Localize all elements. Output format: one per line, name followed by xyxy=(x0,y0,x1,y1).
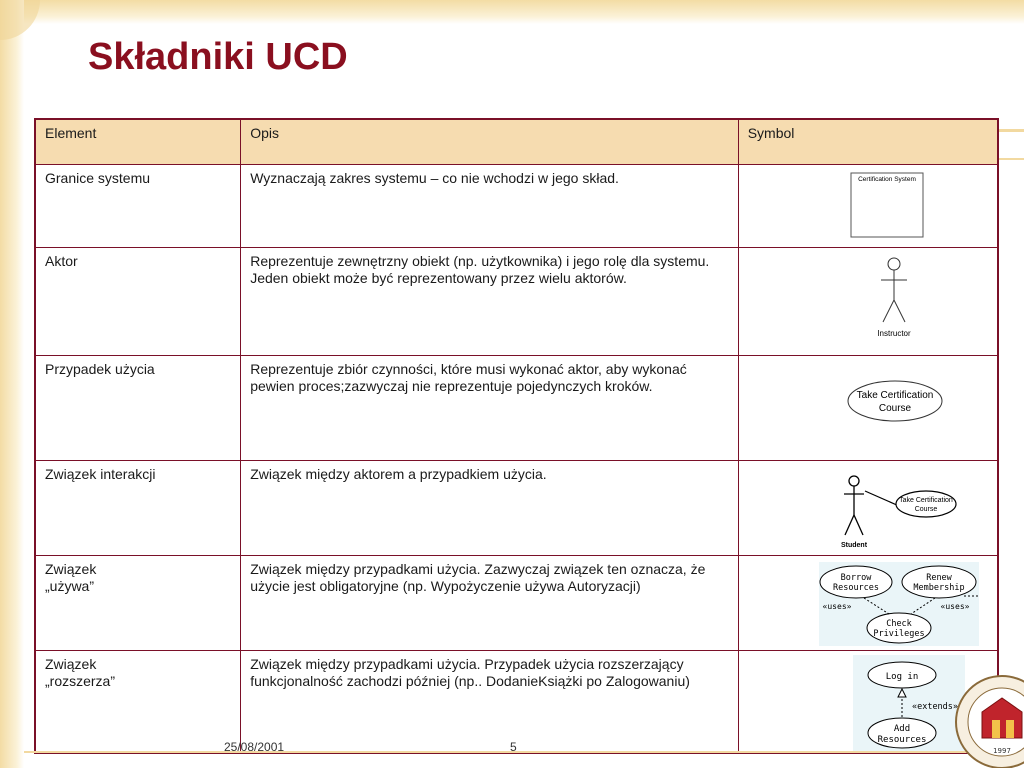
association-line xyxy=(865,491,899,506)
table-row xyxy=(35,461,998,556)
footer-date: 25/08/2001 xyxy=(224,740,285,754)
element-line2: „używa” xyxy=(45,577,95,594)
university-seal-logo xyxy=(946,668,1024,768)
check-label-line1: Check xyxy=(885,618,912,629)
borrow-label-line2: Resources xyxy=(832,582,879,593)
element-line1: Związek xyxy=(45,560,97,577)
ucd-components-table xyxy=(34,118,999,754)
footer-line xyxy=(24,751,1024,753)
uses-symbol xyxy=(739,556,997,648)
log-in-label: Log in xyxy=(885,671,918,682)
element-line1: Związek xyxy=(45,655,97,672)
renew-label-line2: Membership xyxy=(913,582,965,593)
system-boundary-label: Certification System xyxy=(857,176,916,183)
cell-opis: Związek między przypadkami użycia. Zazwyczaj związek ten oznacza, że użycie jest obligatoryjne (np. Wypożyczenie używa Autoryzacji) xyxy=(241,555,739,650)
extends-stereotype: «extends» xyxy=(911,701,958,712)
cell-symbol xyxy=(738,165,998,248)
cell-symbol xyxy=(738,555,998,650)
seal-year: 1997 xyxy=(993,747,1011,755)
student-label: Student xyxy=(840,542,867,550)
table-row xyxy=(35,555,998,650)
system-boundary-symbol xyxy=(739,165,997,245)
table-row xyxy=(35,650,998,753)
uses-stereotype-right: «uses» xyxy=(940,601,970,611)
cell-opis: Związek między aktorem a przypadkiem użycia. xyxy=(241,461,739,556)
use-case-ellipse xyxy=(848,381,942,421)
interaction-symbol xyxy=(739,461,997,553)
table-header-row xyxy=(35,119,998,165)
cell-opis: Wyznaczają zakres systemu – co nie wchodzi w jego skład. xyxy=(241,165,739,248)
borrow-label-line1: Borrow xyxy=(840,572,872,583)
side-accent-line xyxy=(998,158,1024,160)
cell-element xyxy=(35,555,241,650)
side-accent-line xyxy=(998,129,1024,132)
use-case-label-line2: Course xyxy=(878,403,911,415)
top-frame-band xyxy=(0,0,1024,24)
table-row xyxy=(35,247,998,356)
interaction-use-case-line1: Take Certification xyxy=(898,497,953,505)
cell-element xyxy=(35,650,241,753)
cell-symbol xyxy=(738,461,998,556)
corner-ornament xyxy=(0,0,40,40)
left-frame-band xyxy=(0,0,24,768)
header-element: Element xyxy=(35,119,241,165)
cell-opis: Reprezentuje zewnętrzny obiekt (np. użytkownika) i jego rolę dla systemu. Jeden obiekt może być reprezentowany przez wielu aktorów. xyxy=(241,247,739,356)
cell-element: Aktor xyxy=(35,247,241,356)
slide-title: Składniki UCD xyxy=(88,36,348,78)
actor-label: Instructor xyxy=(877,328,911,338)
check-label-line2: Privileges xyxy=(873,628,925,639)
cell-opis: Związek między przypadkami użycia. Przypadek użycia rozszerzający funkcjonalność zachodzi później (np.. DodanieKsiążki po Zalogowaniu) xyxy=(241,650,739,753)
element-line2: „rozszerza” xyxy=(45,672,116,689)
header-symbol: Symbol xyxy=(738,119,998,165)
table-row xyxy=(35,356,998,461)
cell-element: Przypadek użycia xyxy=(35,356,241,461)
renew-label-line1: Renew xyxy=(925,572,952,583)
interaction-use-case-line2: Course xyxy=(914,506,938,514)
actor-symbol xyxy=(739,248,997,352)
student-stick-figure xyxy=(844,476,864,535)
cell-symbol xyxy=(738,356,998,461)
add-label-line2: Resources xyxy=(877,734,927,745)
uses-stereotype-left: «uses» xyxy=(822,601,852,611)
add-label-line1: Add xyxy=(893,723,910,734)
cell-element: Granice systemu xyxy=(35,165,241,248)
cell-opis: Reprezentuje zbiór czynności, które musi wykonać aktor, aby wykonać pewien proces;zazwyczaj nie reprezentuje pojedynczych kroków. xyxy=(241,356,739,461)
cell-element: Związek interakcji xyxy=(35,461,241,556)
use-case-label-line1: Take Certification xyxy=(856,390,934,402)
actor-stick-figure xyxy=(881,258,907,322)
table-row xyxy=(35,165,998,248)
interaction-use-case-ellipse xyxy=(896,491,956,517)
use-case-symbol xyxy=(739,356,997,456)
header-opis: Opis xyxy=(241,119,739,165)
page-number: 5 xyxy=(510,740,517,754)
cell-symbol xyxy=(738,247,998,356)
